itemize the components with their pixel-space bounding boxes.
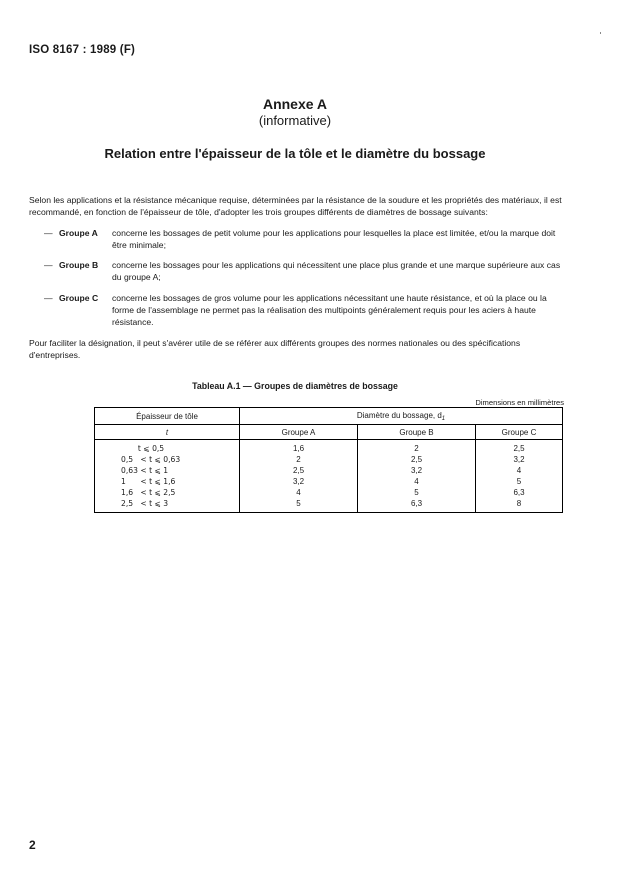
group-b-value: 2,5 [358,454,476,465]
group-description: concerne les bossages pour les applications qui nécessitent une place plus grande et une marque supérieure aux cas du groupe A; [112,260,561,282]
list-dash: — [44,260,53,270]
document-id: ISO 8167 : 1989 (F) [29,44,136,56]
group-a-value: 2,5 [292,466,305,475]
group-a-value: 2 [296,455,301,464]
table-header-row [95,408,563,425]
group-description: concerne les bossages de petit volume pour les applications pour lesquelles la place est limitée, et/ou la marque doit être minimale; [112,228,556,250]
group-b-header: Groupe B [358,425,476,440]
group-b-value: 4 [358,476,476,487]
table-row [95,476,563,487]
group-c-header: Groupe C [476,425,563,440]
table-subheader-row [95,425,563,440]
thickness-range: 1 < t ⩽ 1,6 [95,476,240,487]
group-a-header: Groupe A [240,425,358,440]
table-row [95,498,563,513]
diameter-header-text: Diamètre du bossage, d [356,410,442,420]
group-c-value: 8 [476,498,563,513]
group-label: Groupe B [59,260,99,270]
group-c-value: 4 [476,465,563,476]
group-c-value: 6,3 [476,487,563,498]
page-number: 2 [29,838,36,852]
list-dash: — [44,228,53,238]
thickness-range: 0,63 < t ⩽ 1 [95,465,240,476]
group-a-value: 1,6 [292,444,305,453]
table-row [95,487,563,498]
annex-heading: Relation entre l'épaisseur de la tôle et le diamètre du bossage [104,146,486,161]
group-a-value: 5 [240,498,358,513]
diameter-header-subscript: 1 [441,415,446,422]
annex-title: Annexe A [262,96,328,112]
thickness-header: Épaisseur de tôle [95,408,240,425]
diameter-header [240,408,563,425]
group-a-value: 4 [296,488,301,497]
group-c-value: 2,5 [476,440,563,455]
group-c-value: 3,2 [476,454,563,465]
thickness-range: t ⩽ 0,5 [95,440,240,455]
table-row [95,440,563,455]
table-title: Tableau A.1 — Groupes de diamètres de bossage [192,381,398,391]
thickness-range: 2,5 < t ⩽ 3 [95,498,240,513]
thickness-symbol: t [95,425,240,440]
group-b-value: 5 [358,487,476,498]
diameter-table [94,407,563,513]
table-row [95,454,563,465]
intro-paragraph: Selon les applications et la résistance mécanique requise, déterminées par la résistance de la soudure et les propriétés des matériaux, il est recommandé, en fonction de l'épaisseur de tôle, d'adopter les trois groupes différents de diamètres de bossage suivants: [29,195,562,217]
thickness-range: 1,6 < t ⩽ 2,5 [95,487,240,498]
table-units: Dimensions en millimètres [475,398,564,407]
group-a-value: 3,2 [292,477,305,486]
closing-paragraph: Pour faciliter la désignation, il peut s'avérer utile de se référer aux différents groupes des normes nationales ou des spécifications d'entreprises. [29,338,521,360]
scan-speck [600,32,601,34]
group-description: concerne les bossages de gros volume pour les applications nécessitant une haute résistance, et où la place ou la forme de l'assemblage ne permet pas la réalisation des multipoints généralement requis pour les aciers à haute résistance. [112,293,547,327]
group-label: Groupe A [59,228,98,238]
group-b-value: 2 [358,440,476,455]
group-label: Groupe C [59,293,99,303]
group-b-value: 3,2 [358,465,476,476]
table-row [95,465,563,476]
thickness-range: 0,5 < t ⩽ 0,63 [95,454,240,465]
group-b-value: 6,3 [358,498,476,513]
annex-subtitle: (informative) [258,113,332,128]
group-c-value: 5 [476,476,563,487]
list-dash: — [44,293,53,303]
